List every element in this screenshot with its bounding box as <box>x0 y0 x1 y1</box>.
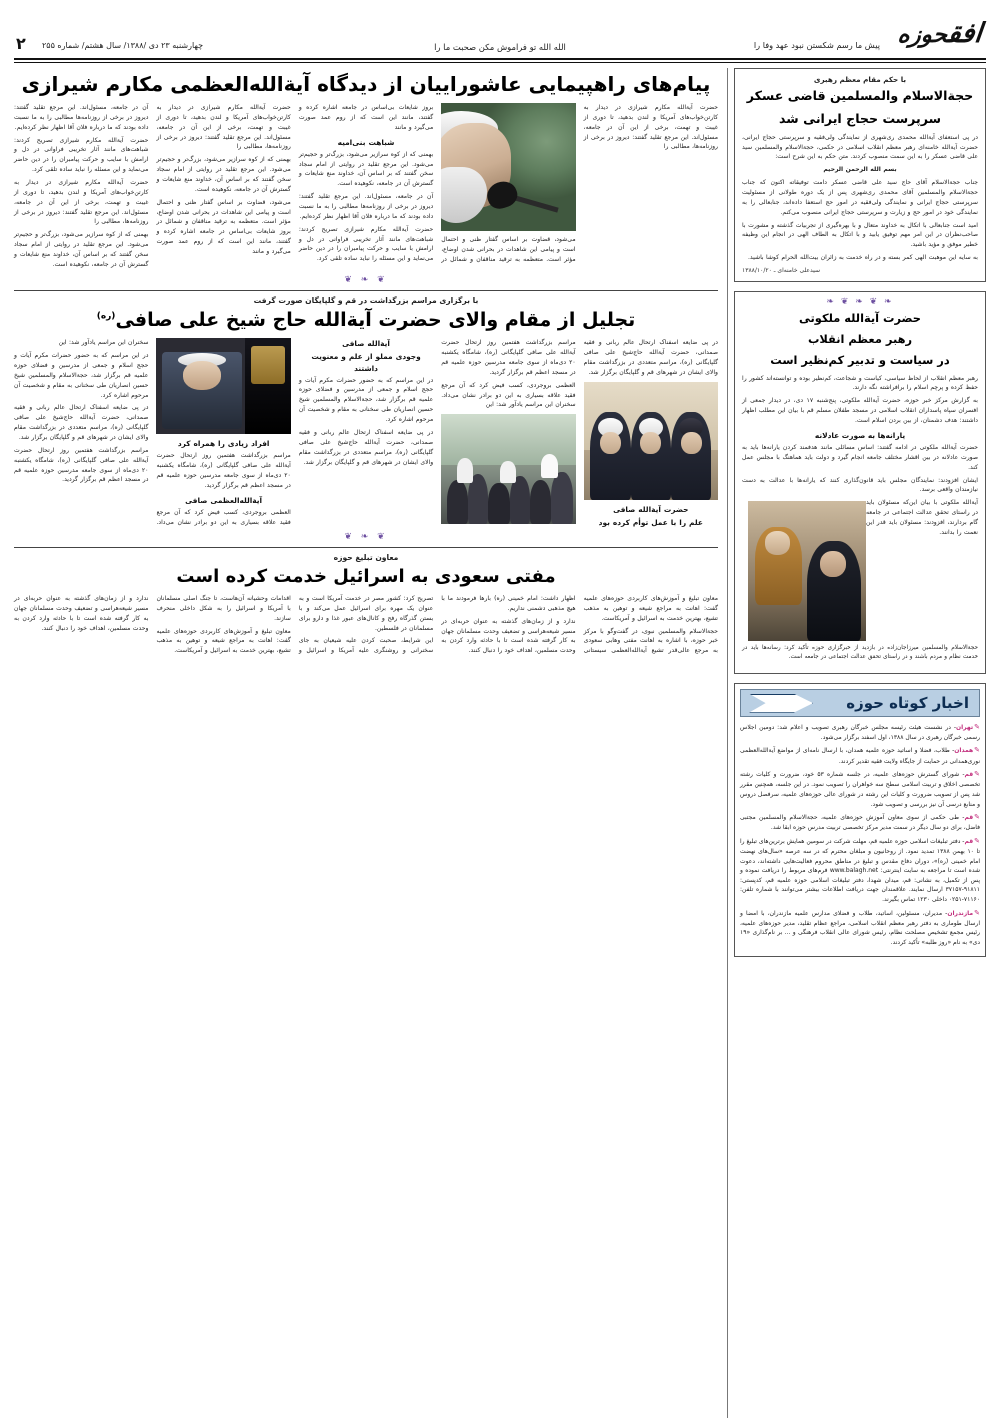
third-para: معاون تبلیغ و آموزش‌های کاربردی حوزه‌های علمیه گفت: اهانت به مراجع شیعه و توهین به مذهب تشیع، بهترین خدمت به اسرائیل و آمریکاست. <box>583 595 718 622</box>
second-para: در پی ضایعه اسفناک ارتحال عالم ربانی و فقیه صمدانی، حضرت آیةالله حاج‌شیخ علی صافی گلپایگانی (ره)، مراسم متعددی در بزرگداشت مقام والای ایشان در شهرهای قم و گلپایگان برگزار شد. <box>298 428 434 466</box>
photo-portrait-banner <box>156 338 290 434</box>
lead-para: بهمنی که از کوه سرازیر می‌شود، بزرگ‌تر و حجیم‌تر می‌شود. این مرجع تقلید در روایتی از امام سجاد سخن گفتند که بر اساس آن، خداوند منع شایعات و گسترش آن در جامعه، نکوهیده است. <box>298 150 434 188</box>
photo-beard <box>441 167 487 223</box>
pen-icon: ✎ <box>974 908 980 917</box>
sidebar-short-news <box>734 683 986 957</box>
short-news-title: اخبار کوتاه حوزه <box>846 693 969 712</box>
news-city: همدان <box>954 747 974 755</box>
second-subhead: آیةالله‌العظمی صافی <box>185 495 263 505</box>
masthead <box>0 14 1000 60</box>
story1-title-line1: حجةالاسلام والمسلمین قاضی عسکر <box>746 88 974 103</box>
photo-figure <box>530 480 552 524</box>
photo-face <box>681 432 702 455</box>
news-sep: - <box>959 771 965 779</box>
arrow-right-icon <box>749 694 813 713</box>
story1-para: امید است جنابعالی با اتکال به خداوند متعال و با بهره‌گیری از تجربیات گذشته و مشورت با صاحب‌نظران در این امر مهم توفیق یابید و با اتکال به الطاف الهی در انجام این وظیفه خطیر موفق و مؤید باشید. <box>742 221 978 249</box>
news-text: شورای گسترش حوزه‌های علمیه، در جلسه شماره ۵۳ خود، ضرورت و کلیات رشته تخصصی اخلاق و تربیت اسلامی سطح سه خواهران را تصویب نمود. در این جلسه، همچنین مقرر شد پس از تصویب ضرورت و کلیات این رشته در شورای عالی حوزه‌های علمیه، سرفصل دروس و منابع درسی آن نیز بررسی و تصویب شود. <box>740 771 980 808</box>
pen-icon: ✎ <box>974 836 980 845</box>
photo-meeting-malakuti <box>748 501 866 641</box>
masthead-motto: الله الله تو فراموش مکن صحبت ما را <box>434 42 566 52</box>
photo-calligraphy <box>251 346 286 384</box>
list-item <box>740 745 980 766</box>
story2-subhead: یارانه‌ها به صورت عادلانه <box>814 430 906 440</box>
second-kicker: با برگزاری مراسم بزرگداشت در قم و گلپایگان صورت گرفت <box>253 295 479 305</box>
third-para: این شرایط، صحبت کردن علیه شیعیان به جای سخنرانی و روشنگری علیه آمریکا و اسرائیل و اقدامات وحشیانه آن‌هاست، تا جنگ اصلی مسلمانان با آمریکا و اسرائیل را به شکل داخلی منحرف سازند. <box>156 595 434 655</box>
photo-makarem-shirazi <box>441 103 575 231</box>
second-para: در پی ضایعه اسفناک ارتحال عالم ربانی و فقیه صمدانی، حضرت آیةالله حاج‌شیخ علی صافی گلپایگانی (ره)، مراسم متعددی در بزرگداشت مقام والای ایشان در شهرهای قم و گلپایگان برگزار شد. <box>14 404 149 442</box>
photo-three-clerics <box>584 382 718 500</box>
main-column <box>14 68 718 1418</box>
photo-crowd-gathering <box>441 414 575 524</box>
story2-title-line2: رهبر معظم انقلاب <box>807 332 913 347</box>
lead-para: می‌شود، قضاوت بر اساس گفتار ظنی و احتمال است و پیامی این شاهدات در بحرانی شدن اوضاع، مؤثر است. متعظمه به ترقید مناقفان و شمائل در بروز شایعات بی‌اساس در جامعه اشاره کرده و گفتند، مانند این است که از روم عمد صورت می‌گیرد و مانند <box>156 198 291 256</box>
short-news-header <box>740 689 980 717</box>
logo-sub: حوزه <box>896 22 950 48</box>
story2-para: آیةالله ملکوتی با بیان این‌که مسئولان باید در راستای تحقق عدالت اجتماعی در جامعه گام بردارند، افزودند: مسئولان باید قدر این نعمت را بدانند. <box>866 499 978 536</box>
story2-para: رهبر معظم انقلاب از لحاظ سیاسی، کیاست و شجاعت، کم‌نظیر بوده و توانسته‌اند کشور را حفظ کرده و پرچم اسلام را برافراشته نگه دارند. <box>742 374 978 392</box>
page-content <box>14 68 986 1418</box>
photo-figure <box>162 352 243 429</box>
story2-para: ایشان افزودند: نمایندگان مجلس باید قانون‌گذاری کنند که یارانه‌ها با عدالت به دست نیازمندان واقعی برسد. <box>742 476 978 494</box>
logo-main: افق <box>946 18 984 49</box>
section-ornament-icon: ❦ ❧ ❦ <box>344 531 388 542</box>
second-story <box>14 296 718 528</box>
sidebar <box>734 68 986 1418</box>
lead-para: حضرت آیةالله مکارم شیرازی در دیدار به کارتن‌خواب‌های آمریکا و لندن بدهید، تا دوری از غیبت و تهمت، برخی از این آن در جامعه، مسئول‌اند. این مرجع تقلید گفتند: دیروز در برخی از روزنامه‌ها، مطالبی را <box>156 104 291 151</box>
story1-signature: سیدعلی خامنه‌ای ـ ۱۳۸۸/۱۰/۲۰ <box>742 267 821 275</box>
list-item <box>740 722 980 743</box>
third-para: تصریح کرد: کشور مصر در خدمت آمریکا است و به عنوان یک مهره برای اسرائیل عمل می‌کند و با بستن گذرگاه رفح و کانال‌های عبور غذا و دارو برای مسلمانان در فلسطین. <box>298 595 434 632</box>
photo-figure <box>631 412 671 499</box>
second-subhead: وجودی مملو از علم و معنویت داشتند <box>311 352 421 373</box>
masthead-rule <box>14 58 986 60</box>
third-para: حجةالاسلام والمسلمین نبوی، در گفت‌وگو با مرکز خبر حوزه، با اشاره به اهانت مفتی وهابی سعودی به مرجع عالی‌قدر تشیع آیةالله‌العظمی سیستانی اظهار داشت: امام خمینی (ره) بارها فرمودند ما با هیچ مذهبی دشمنی نداریم. <box>441 595 718 655</box>
sidebar-story-malakuti <box>734 291 986 674</box>
second-para: العظمی بروجردی، کسب فیض کرد که آن مرجع فقید علاقه بسیاری به این دو برادر نشان می‌داد. سخنران این مراسم یادآور شد: این <box>58 339 291 526</box>
photo-figure <box>671 412 711 499</box>
photo-face <box>600 432 621 455</box>
list-item <box>740 836 980 905</box>
photo-face <box>183 361 222 390</box>
story2-para: حجةالاسلام والمسلمین میرزاجان‌زاده در بازدید از خبرگزاری حوزه تأکید کرد: رسانه‌ها باید در خدمت نظام و مردم باشند و در راستای تحقق عدالت اجتماعی در جامعه است. <box>742 645 978 661</box>
lead-subhead: شباهت بنی‌امیه <box>337 137 395 147</box>
third-para: معاون تبلیغ و آموزش‌های کاربردی حوزه‌های علمیه گفت: اهانت به مراجع شیعه و توهین به مذهب تشیع، بهترین خدمت به اسرائیل و آمریکاست. <box>156 627 291 655</box>
second-subhead: افراد زیادی را همراه کرد <box>177 439 270 449</box>
list-item <box>740 769 980 809</box>
list-item <box>740 908 980 948</box>
news-city: قم <box>964 771 974 779</box>
third-kicker: معاون تبلیغ حوزه <box>333 552 399 562</box>
second-headline <box>14 307 718 335</box>
masthead-dateline: چهارشنبه ۲۳ دی /۱۳۸۸/ سال هشتم/ شماره ۲۵۵ <box>42 41 204 50</box>
masthead-tagline: پیش ما رسم شکستن نبود عهد وفا را <box>753 40 880 50</box>
photo-turban <box>457 458 473 482</box>
third-headline: مفتی سعودی به اسرائیل خدمت کرده است <box>176 565 556 587</box>
news-sep: - <box>960 837 965 845</box>
news-text: طی حکمی از سوی معاون آموزش حوزه‌های علمیه، حجةالاسلام والمسلمین مجتبی فاضل، برای دو سال دیگر در سمت مدیر مرکز تخصصی تربیت مدرس حوزه ابقا شد. <box>740 814 980 832</box>
news-sep: - <box>949 747 955 755</box>
story1-para: در پی استعفای آیةالله محمدی ری‌شهری از نمایندگی ولی‌فقیه و سرپرستی حجاج ایرانی، حضرت آیةالله خامنه‌ای رهبر معظم انقلاب اسلامی در حکمی، حجةالاسلام والمسلمین سید علی قاضی عسکر را به این سمت منصوب کردند. متن حکم به این شرح است: <box>742 133 978 161</box>
news-text: طلاب، فضلا و اساتید حوزه علمیه همدان، با ارسال نامه‌ای از مواضع آیةالله‌العظمی نوری‌همدانی در حمایت از جایگاه ولایت فقیه تقدیر کردند. <box>740 747 980 765</box>
photo-figure <box>807 541 861 642</box>
photo-figure <box>755 527 802 605</box>
list-item <box>740 812 980 833</box>
second-para: در پی ضایعه اسفناک ارتحال عالم ربانی و فقیه صمدانی، حضرت آیةالله حاج‌شیخ علی صافی گلپایگانی (ره)، مراسم متعددی در بزرگداشت مقام والای ایشان در شهرهای قم و گلپایگان برگزار شد. <box>583 339 718 376</box>
story2-para: به گزارش مرکز خبر حوزه، حضرت آیةالله ملکوتی، پنج‌شنبه ۱۷ دی، در دیدار جمعی از افسران سپاه پاسداران انقلاب اسلامی در مسجد طفلان مسلم قم با بیان این مطلب اظهار داشتند: هدف دشمنان، از بین بردن اسلام است. <box>742 397 979 425</box>
story1-title-line2: سرپرست حجاج ایرانی شد <box>779 110 941 126</box>
second-headline-sup: (ره) <box>96 311 116 322</box>
third-para: ندارد و از زمان‌های گذشته به عنوان حربه‌ای در مسیر شیعه‌هراسی و تضعیف وحدت مسلمانان جهان به کار گرفته شده است تا با حادثه وارد کردن به وحدت مسلمین، اهداف خود را دنبال کنند. <box>441 617 576 655</box>
news-city: تهران <box>956 723 974 731</box>
lead-para: می‌شود، قضاوت بر اساس گفتار ظنی و احتمال است و پیامی این شاهدات در بحرانی شدن اوضاع، مؤثر است. متعظمه به ترقید مناقفان و شمائل در بروز شایعات بی‌اساس در جامعه اشاره کرده و گفتند، مانند این است که از روم عمد صورت می‌گیرد و مانند <box>298 104 576 263</box>
news-city: مازندران <box>947 909 974 917</box>
lead-story <box>14 70 718 270</box>
section-rule <box>14 290 718 291</box>
photo-banner <box>245 338 291 434</box>
photo-figure <box>551 472 573 525</box>
page-number: ۲ <box>16 34 26 53</box>
second-para: مراسم بزرگداشت هفتمین روز ارتحال حضرت آیةالله علی صافی گلپایگانی (ره)، شامگاه یکشنبه ۲۰ دی‌ماه از سوی جامعه مدرسین حوزه علمیه قم در مسجد اعظم قم برگزار گردید. <box>156 452 291 489</box>
story1-basmala: بسم الله الرحمن الرحیم <box>823 166 897 174</box>
photo-turban <box>541 454 558 478</box>
third-para: ندارد و از زمان‌های گذشته به عنوان حربه‌ای در مسیر شیعه‌هراسی و تضعیف وحدت مسلمانان جهان به کار گرفته شده است تا با حادثه وارد کردن به وحدت مسلمین، اهداف خود را دنبال کنند. <box>14 595 149 632</box>
lead-para: آن در جامعه، مسئول‌اند. این مرجع تقلید گفتند: دیروز در برخی از روزنامه‌ها مطالبی را به ما نسبت داده بودند که ما درباره فلان آقا اظهار نظر کرده‌ایم. <box>14 104 149 131</box>
second-body <box>14 338 718 528</box>
masthead-rule-secondary <box>14 62 986 63</box>
second-para: مراسم بزرگداشت هفتمین روز ارتحال حضرت آیةالله علی صافی گلپایگانی (ره)، شامگاه یکشنبه ۲۰ دی‌ماه از سوی جامعه مدرسین حوزه علمیه قم در مسجد اعظم قم برگزار گردید. <box>441 339 576 376</box>
news-text: در نشست هیئت رئیسه مجلس خبرگان رهبری تصویب و اعلام شد: دومین اجلاس رسمی خبرگان رهبری در سال ۱۳۸۸، اول اسفند برگزار می‌شود. <box>740 723 980 741</box>
third-story <box>14 553 718 656</box>
photo-figure <box>510 476 530 524</box>
photo-figure <box>590 412 630 499</box>
rail-divider <box>727 68 728 1418</box>
photo-turban <box>500 461 516 483</box>
story1-para: جناب حجةالاسلام آقای حاج سید علی قاضی عسکر دامت توفیقاته اکنون که جناب حجةالاسلام والمسلمین آقای محمدی ری‌شهری پس از یک دوره طولانی از مسئولیت سرپرستی حجاج ایرانی و نمایندگی ولی‌فقیه در امور حج استعفا داده‌اند، جنابعالی را به نمایندگی خود در امور حج و زیارت و سرپرستی حجاج ایرانی منصوب می‌کنم. <box>742 179 978 216</box>
lead-para: بهمنی که از کوه سرازیر می‌شود، بزرگ‌تر و حجیم‌تر می‌شود. این مرجع تقلید در روایتی از امام سجاد سخن گفتند که بر اساس آن، خداوند منع شایعات و گسترش آن در جامعه، نکوهیده است. <box>14 231 149 268</box>
story1-para: به سایه این موهبت الهی کمر بسته و در راه خدمت به زائران بیت‌الله الحرام کوشا باشید. <box>748 254 978 262</box>
story2-title-line1: حضرت آیةالله ملکوتی <box>799 311 921 326</box>
pen-icon: ✎ <box>974 746 980 755</box>
ornament-divider-icon: ❧ ❦ ❧ ❦ ❧ <box>826 297 894 308</box>
second-para: مراسم بزرگداشت هفتمین روز ارتحال حضرت آیةالله علی صافی گلپایگانی (ره)، شامگاه یکشنبه ۲۰ دی‌ماه از سوی جامعه مدرسین حوزه علمیه قم در مسجد اعظم قم برگزار گردید. <box>14 446 149 484</box>
second-subhead: حضرت آیةالله صافی <box>613 504 689 514</box>
section-ornament-icon: ❦ ❧ ❦ <box>344 274 388 285</box>
lead-para: حضرت آیةالله مکارم شیرازی تصریح کردند: شباهت‌های مانند آثار تخریبی فراوانی در دل و ارامش با سایب و حرکت پیامبران را در دین حاضر می‌نماید و این مسئله را نباید ساده تلقی کرد. <box>298 225 434 263</box>
lead-para: حضرت آیةالله مکارم شیرازی در دیدار به کارتن‌خواب‌های آمریکا و لندن بدهید، تا دوری از غیبت و تهمت، برخی از این آن در جامعه، مسئول‌اند. این مرجع تقلید گفتند: دیروز در برخی از روزنامه‌ها، مطالبی را <box>583 104 718 151</box>
photo-figure <box>447 480 469 524</box>
lead-para: آن در جامعه، مسئول‌اند. این مرجع تقلید گفتند: دیروز در برخی از روزنامه‌ها مطالبی را به ما نسبت داده بودند که ما درباره فلان آقا اظهار نظر کرده‌ایم. <box>298 193 434 220</box>
second-subhead: آیةالله صافی <box>342 339 390 349</box>
pen-icon: ✎ <box>974 813 980 822</box>
third-body <box>14 594 718 656</box>
second-headline-text: تجلیل از مقام والای حضرت آیةالله حاج شیخ علی صافی <box>115 308 636 331</box>
story1-kicker: با حکم مقام معظم رهبری <box>813 75 907 84</box>
lead-para: بهمنی که از کوه سرازیر می‌شود، بزرگ‌تر و حجیم‌تر می‌شود. این مرجع تقلید در روایتی از امام سجاد سخن گفتند که بر اساس آن، خداوند منع شایعات و گسترش آن در جامعه، نکوهیده است. <box>156 156 291 193</box>
second-subhead: علم را با عمل توأم کرده بود <box>598 517 703 527</box>
news-sep: - <box>942 909 948 917</box>
second-para: العظمی بروجردی، کسب فیض کرد که آن مرجع فقید علاقه بسیاری به این دو برادر نشان می‌داد. سخنران این مراسم یادآور شد: این <box>441 381 576 409</box>
news-sep: - <box>950 723 956 731</box>
photo-face <box>640 432 661 455</box>
news-city: قم <box>964 814 974 822</box>
story2-para: حضرت آیةالله ملکوتی در ادامه گفتند: اساس مسائلی مانند هدفمند کردن یارانه‌ها باید به صورت عادلانه در بین اقشار مختلف جامعه انجام گیرد و دولت باید هماهنگ با مجلس عمل کند. <box>742 444 978 471</box>
pen-icon: ✎ <box>974 722 980 731</box>
news-sep: - <box>958 814 965 822</box>
lead-headline: پیام‌های راهپیمایی عاشوراییان از دیدگاه آیةالله‌العظمی مکارم شیرازی <box>21 72 711 96</box>
section-rule <box>14 547 718 548</box>
news-city: قم <box>964 837 974 845</box>
news-text: مدیران، مسئولین، اساتید، طلاب و فضلای مدارس علمیه مازندران، با امضا و ارسال طوماری به دفتر رهبر معظم انقلاب اسلامی، مراجع عظام تقلید، مدیر حوزه‌های علمیه، رئیس مجمع تشخیص مصلحت نظام، رئیس شورای عالی انقلاب فرهنگی و ... بر نام‌گذاری «۱۹ دی» به نام «روز طلبه» تأکید کردند. <box>740 909 980 947</box>
sidebar-story-qazi-askar <box>734 68 986 282</box>
lead-para: حضرت آیةالله مکارم شیرازی در دیدار به کارتن‌خواب‌های آمریکا و لندن بدهید، تا دوری از غیبت و تهمت، برخی از این آن در جامعه، مسئول‌اند. این مرجع تقلید گفتند: دیروز در برخی از روزنامه‌ها، مطالبی را <box>14 179 149 226</box>
story2-title-line3: در سیاست و تدبیر کم‌نظیر است <box>770 353 950 368</box>
news-text: دفتر تبلیغات اسلامی حوزه علمیه قم، مهلت شرکت در سومین همایش برترین‌های تبلیغ را تا ۱۰ بهمن ۱۳۸۸ تمدید نمود. از روحانیون و مبلغان محترم که در سه عرصه «سال‌های نهضت امام خمینی (ره)»، دوران دفاع مقدس و تبلیغ در مناطق محروم فعالیت‌هایی داشته‌اند، دعوت شده است تا مراجعه به سایت اینترنتی: www.balagh.net فرم‌های مربوط را دریافت نموده و پس از تکمیل، به نشانی: قم، میدان شهدا، دفتر تبلیغات اسلامی حوزه علمیه قم، کدپستی: ۹۱۸۱۱-۳۷۱۵۷ ارسال نمایند. علاقمندان جهت دریافت اطلاعات بیشتر می‌توانند با شماره تلفن: ۷۱۱۶۰-۰۲۵۱ داخلی ۱۲۳۰ تماس بگیرند. <box>740 837 980 904</box>
second-para: در این مراسم که به حضور حضرات مکرم آیات و حجج اسلام و جمعی از مدرسین و فضلای حوزه علمیه قم برگزار شد، حجةالاسلام والمسلمین شیخ حسین انصاریان طی سخنانی به مقام و شخصیت آن مرحوم اشاره کرد. <box>298 376 434 424</box>
second-para: در این مراسم که به حضور حضرات مکرم آیات و حجج اسلام و جمعی از مدرسین و فضلای حوزه علمیه قم برگزار شد، حجةالاسلام والمسلمین شیخ حسین انصاریان طی سخنانی به مقام و شخصیت آن مرحوم اشاره کرد. <box>14 352 149 399</box>
pen-icon: ✎ <box>974 770 981 779</box>
photo-figure <box>488 483 510 525</box>
lead-body <box>14 103 718 270</box>
lead-para: حضرت آیةالله مکارم شیرازی تصریح کردند: شباهت‌های مانند آثار تخریبی فراوانی در دل و ارامش با سایب و حرکت پیامبران را در دین حاضر می‌نماید و این مسئله را نباید ساده تلقی کرد. <box>14 136 149 174</box>
